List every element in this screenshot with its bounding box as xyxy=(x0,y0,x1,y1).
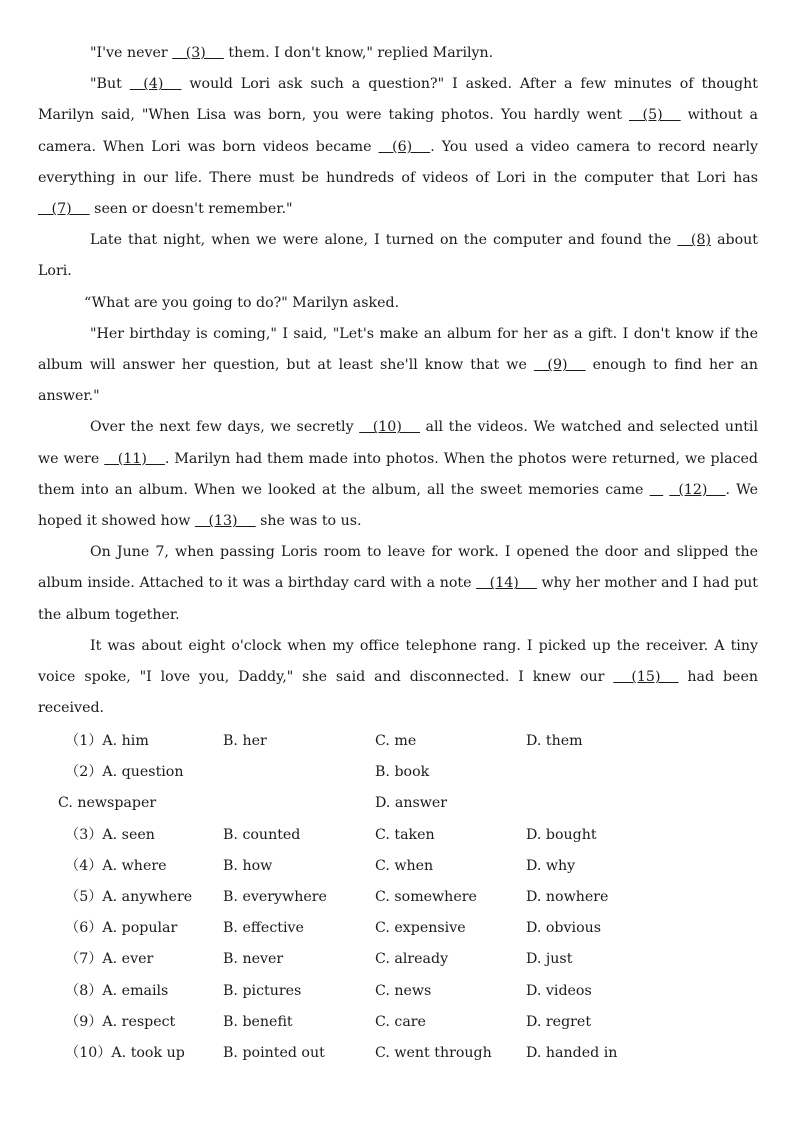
option-choice: D. answer xyxy=(375,795,448,812)
passage-text: . You used a video camera to record nearly everything in our life. There must be hundreds of videos of Lori in the computer that Lori has xyxy=(38,138,759,186)
option-choice: B. pictures xyxy=(223,982,302,999)
answer-blank: (5) xyxy=(629,107,681,124)
passage-paragraph xyxy=(38,225,758,287)
passage-text: enough to find her an answer." xyxy=(38,357,758,405)
option-choice: B. her xyxy=(223,733,267,749)
passage-paragraph xyxy=(38,319,758,413)
option-choice: （10）A. took up xyxy=(65,1044,185,1061)
reading-passage xyxy=(38,38,758,724)
option-choice: B. effective xyxy=(223,920,304,937)
option-choice: B. counted xyxy=(223,826,301,843)
passage-text: "But xyxy=(90,76,130,93)
answer-blank: (9) xyxy=(533,357,586,374)
option-choice: C. care xyxy=(375,1013,426,1030)
option-choice: （9）A. respect xyxy=(65,1013,176,1030)
document-page xyxy=(38,38,759,1061)
option-choice: D. handed in xyxy=(526,1044,618,1061)
option-choice: C. expensive xyxy=(375,920,466,937)
option-choice: （6）A. popular xyxy=(65,920,178,937)
option-choice: （8）A. emails xyxy=(65,982,169,999)
passage-text: seen or doesn't remember." xyxy=(89,201,293,218)
answer-blank: (7) xyxy=(38,201,90,218)
passage-paragraph xyxy=(38,631,758,725)
answer-options xyxy=(38,726,758,1069)
answer-blank: (11) xyxy=(104,450,165,467)
answer-blank: (4) xyxy=(129,76,182,93)
option-row xyxy=(38,726,758,757)
option-choice: （7）A. ever xyxy=(65,951,154,968)
option-choice: C. me xyxy=(375,733,417,749)
passage-text: about Lori. xyxy=(38,232,758,280)
option-choice: （2）A. question xyxy=(65,764,184,781)
option-choice: D. bought xyxy=(526,826,597,843)
option-choice: C. taken xyxy=(375,826,435,843)
option-choice: （3）A. seen xyxy=(65,826,155,843)
option-row xyxy=(38,1007,758,1038)
option-choice: B. everywhere xyxy=(223,888,327,905)
passage-text: "Her birthday is coming," I said, "Let's make an album for her as a gift. I don't know if the album will answer her question, but at least she'll know that we xyxy=(38,325,758,374)
answer-blank: (14) xyxy=(476,575,537,592)
passage-text: had been received. xyxy=(38,669,758,717)
option-choice: （1）A. him xyxy=(65,733,149,749)
option-row xyxy=(38,1038,758,1069)
answer-blank: (13) xyxy=(194,513,256,530)
option-row xyxy=(38,820,758,851)
option-choice: C. when xyxy=(375,857,434,874)
passage-text: “What are you going to do?" Marilyn asked. xyxy=(84,294,400,311)
passage-text: all the videos. We watched and selected until we were xyxy=(38,419,758,467)
option-choice: C. already xyxy=(375,951,449,968)
option-row xyxy=(38,788,758,819)
option-choice: B. benefit xyxy=(223,1013,293,1030)
option-row xyxy=(38,976,758,1007)
passage-text: without a camera. When Lori was born videos became xyxy=(38,107,758,155)
passage-paragraph xyxy=(38,38,758,69)
passage-paragraph xyxy=(38,412,758,537)
passage-text: she was to us. xyxy=(255,513,362,530)
passage-text: why her mother and I had put the album together. xyxy=(38,575,758,623)
option-row xyxy=(38,944,758,975)
option-choice: C. newspaper xyxy=(58,795,157,812)
passage-text: It was about eight o'clock when my office telephone rang. I picked up the receiver. A tiny voice spoke, "I love you, Daddy," she said and disconnected. I knew our xyxy=(38,637,758,686)
passage-text: them. I don't know," replied Marilyn. xyxy=(223,45,494,61)
passage-paragraph xyxy=(38,69,758,225)
option-choice: D. videos xyxy=(526,982,592,999)
option-choice: B. pointed out xyxy=(223,1044,325,1061)
option-row xyxy=(38,882,758,913)
option-choice: C. went through xyxy=(375,1044,492,1061)
passage-text: . Marilyn had them made into photos. When the photos were returned, we placed them into an album. When we looked at the album, all the sweet memories came xyxy=(38,450,759,498)
option-choice: B. never xyxy=(223,951,284,968)
option-choice: D. why xyxy=(526,857,576,874)
passage-text: On June 7, when passing Loris room to leave for work. I opened the door and slipped the album inside. Attached to it was a birthday card with a note xyxy=(38,544,758,592)
option-choice: C. news xyxy=(375,982,432,999)
passage-paragraph xyxy=(38,288,758,319)
option-row xyxy=(38,757,758,788)
passage-text: Over the next few days, we secretly xyxy=(90,419,360,436)
option-row xyxy=(38,851,758,882)
option-choice: B. how xyxy=(223,857,273,874)
answer-blank: (15) xyxy=(613,669,679,686)
option-choice: D. obvious xyxy=(526,920,602,937)
option-choice: D. nowhere xyxy=(526,888,609,905)
option-choice: C. somewhere xyxy=(375,888,477,905)
option-choice: （4）A. where xyxy=(65,857,167,874)
answer-blank: (6) xyxy=(378,138,431,155)
passage-paragraph xyxy=(38,537,758,631)
passage-text: . We hoped it showed how xyxy=(38,481,759,530)
passage-text: would Lori ask such a question?" I asked. After a few minutes of thought Marilyn said, "When Lisa was born, you were taking photos. You hardly went xyxy=(38,76,758,124)
option-choice: D. them xyxy=(526,733,583,749)
answer-blank: (8) xyxy=(677,232,712,249)
option-choice: D. just xyxy=(526,951,573,968)
answer-blank: (3) xyxy=(172,45,224,61)
option-choice: D. regret xyxy=(526,1013,592,1030)
passage-text: Late that night, when we were alone, I turned on the computer and found the xyxy=(90,232,678,249)
passage-text: "I've never xyxy=(90,45,173,61)
option-choice: （5）A. anywhere xyxy=(65,888,193,905)
answer-blank: (12) xyxy=(669,481,726,498)
option-choice: B. book xyxy=(375,764,430,781)
option-row xyxy=(38,913,758,944)
answer-blank xyxy=(650,475,664,506)
answer-blank: (10) xyxy=(359,419,420,436)
